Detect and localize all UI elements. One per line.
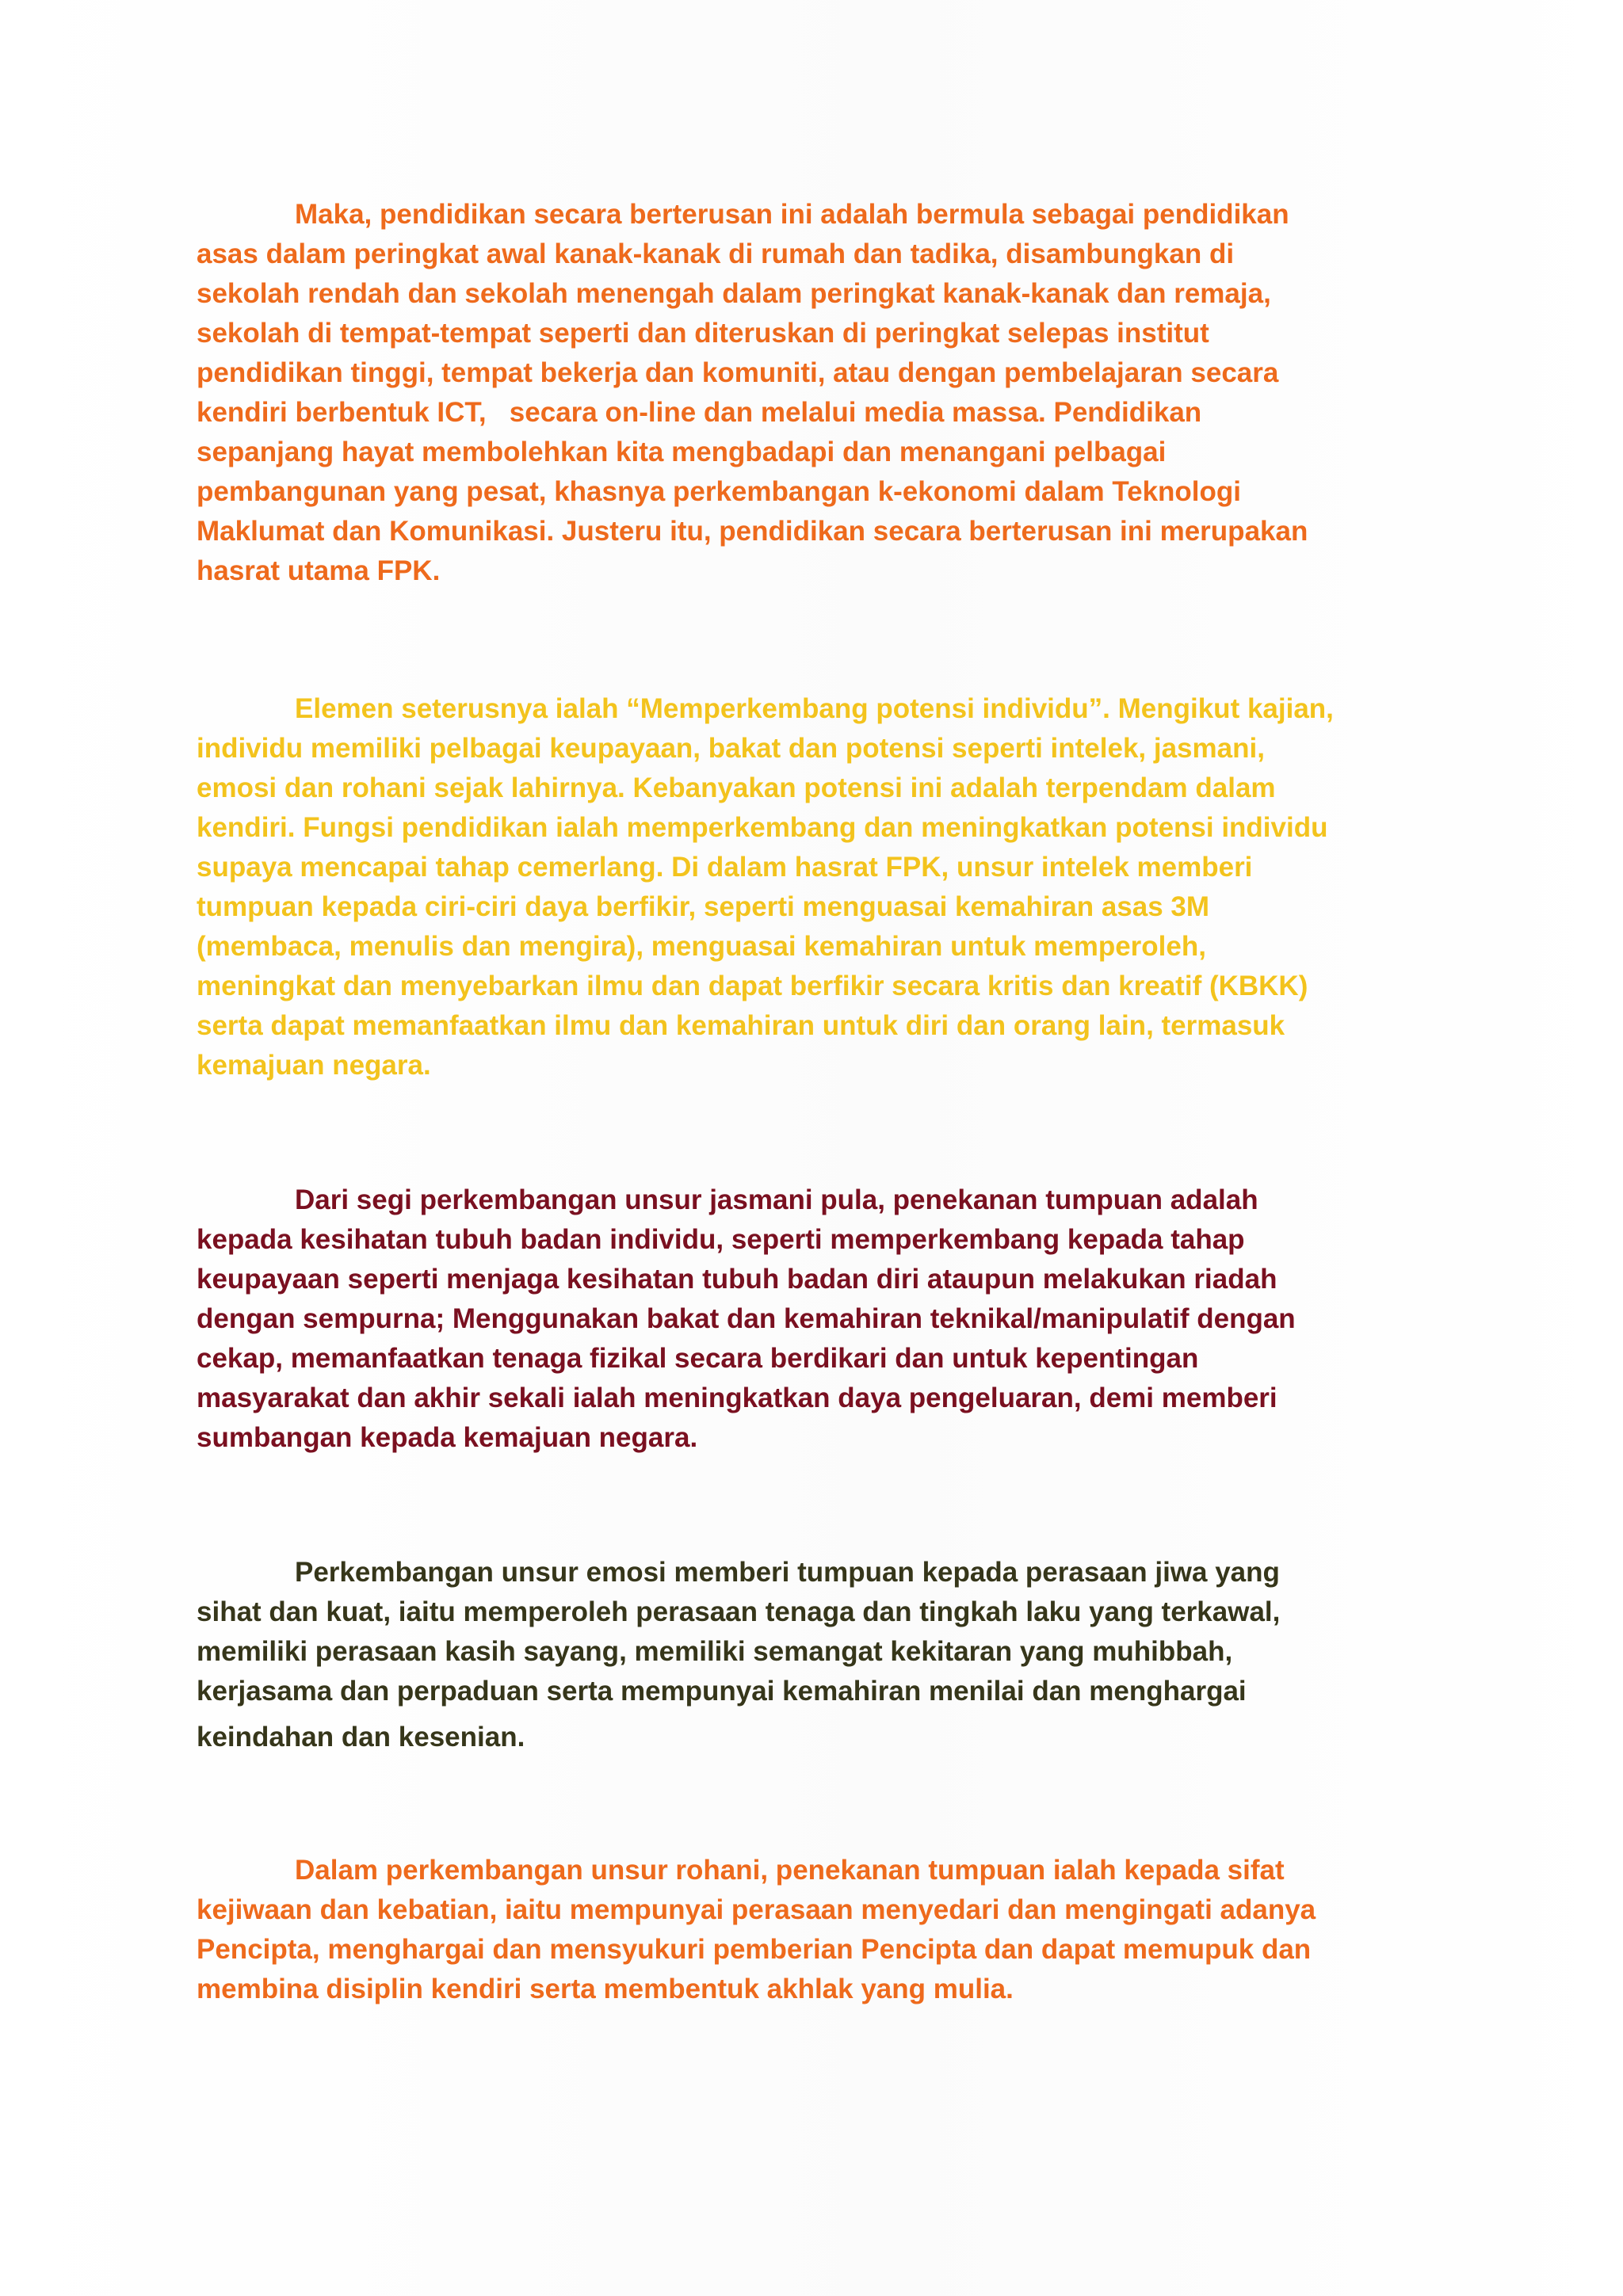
paragraph-line: pembangunan yang pesat, khasnya perkembangan k-ekonomi dalam Teknologi bbox=[197, 476, 1242, 507]
paragraph-line: dengan sempurna; Menggunakan bakat dan kemahiran teknikal/manipulatif dengan bbox=[197, 1303, 1296, 1334]
paragraph-line: Pencipta, menghargai dan mensyukuri pemberian Pencipta dan dapat memupuk dan bbox=[197, 1934, 1312, 1965]
paragraph-unsur-jasmani bbox=[197, 1180, 1433, 1458]
paragraph-line: individu memiliki pelbagai keupayaan, bakat dan potensi seperti intelek, jasmani, bbox=[197, 733, 1265, 764]
paragraph-line: (membaca, menulis dan mengira), menguasai kemahiran untuk memperoleh, bbox=[197, 931, 1206, 962]
paragraph-line: sepanjang hayat membolehkan kita mengbadapi dan menangani pelbagai bbox=[197, 437, 1167, 467]
paragraph-line: sekolah rendah dan sekolah menengah dalam peringkat kanak-kanak dan remaja, bbox=[197, 278, 1271, 309]
paragraph-line: hasrat utama FPK. bbox=[197, 555, 441, 586]
paragraph-line: membina disiplin kendiri serta membentuk akhlak yang mulia. bbox=[197, 1974, 1014, 2004]
paragraph-line: kejiwaan dan kebatian, iaitu mempunyai perasaan menyedari dan mengingati adanya bbox=[197, 1894, 1316, 1925]
paragraph-potensi-individu bbox=[197, 689, 1433, 1085]
paragraph-line: tumpuan kepada ciri-ciri daya berfikir, seperti menguasai kemahiran asas 3M bbox=[197, 891, 1210, 922]
paragraph-unsur-rohani bbox=[197, 1851, 1433, 2009]
paragraph-line: kepada kesihatan tubuh badan individu, seperti memperkembang kepada tahap bbox=[197, 1224, 1245, 1255]
paragraph-line: asas dalam peringkat awal kanak-kanak di rumah dan tadika, disambungkan di bbox=[197, 238, 1235, 269]
paragraph-line: supaya mencapai tahap cemerlang. Di dalam hasrat FPK, unsur intelek memberi bbox=[197, 852, 1253, 883]
paragraph-line: masyarakat dan akhir sekali ialah meningkatkan daya pengeluaran, demi memberi bbox=[197, 1383, 1277, 1413]
paragraph-line: meningkat dan menyebarkan ilmu dan dapat berfikir secara kritis dan kreatif (KBKK) bbox=[197, 971, 1308, 1001]
paragraph-line: keupayaan seperti menjaga kesihatan tubuh badan diri ataupun melakukan riadah bbox=[197, 1264, 1277, 1295]
paragraph-line: keindahan dan kesenian. bbox=[197, 1722, 525, 1753]
paragraph-line: Maka, pendidikan secara berterusan ini adalah bermula sebagai pendidikan bbox=[295, 199, 1289, 230]
paragraph-line: sihat dan kuat, iaitu memperoleh perasaan tenaga dan tingkah laku yang terkawal, bbox=[197, 1596, 1281, 1627]
paragraph-line: kemajuan negara. bbox=[197, 1050, 431, 1081]
paragraph-pendidikan-berterusan bbox=[197, 195, 1433, 591]
paragraph-line: emosi dan rohani sejak lahirnya. Kebanyakan potensi ini adalah terpendam dalam bbox=[197, 772, 1276, 803]
paragraph-line: serta dapat memanfaatkan ilmu dan kemahiran untuk diri dan orang lain, termasuk bbox=[197, 1010, 1285, 1041]
paragraph-line: cekap, memanfaatkan tenaga fizikal secara berdikari dan untuk kepentingan bbox=[197, 1343, 1199, 1374]
paragraph-line: kendiri berbentuk ICT, secara on-line dan melalui media massa. Pendidikan bbox=[197, 397, 1202, 428]
paragraph-line: Dari segi perkembangan unsur jasmani pula, penekanan tumpuan adalah bbox=[295, 1184, 1258, 1215]
paragraph-line: kendiri. Fungsi pendidikan ialah memperkembang dan meningkatkan potensi individu bbox=[197, 812, 1328, 843]
paragraph-line: pendidikan tinggi, tempat bekerja dan komuniti, atau dengan pembelajaran secara bbox=[197, 357, 1279, 388]
paragraph-line: sekolah di tempat-tempat seperti dan diteruskan di peringkat selepas institut bbox=[197, 318, 1209, 349]
paragraph-line: sumbangan kepada kemajuan negara. bbox=[197, 1422, 698, 1453]
paragraph-line: Maklumat dan Komunikasi. Justeru itu, pendidikan secara berterusan ini merupakan bbox=[197, 516, 1308, 547]
paragraph-line: memiliki perasaan kasih sayang, memiliki semangat kekitaran yang muhibbah, bbox=[197, 1636, 1233, 1667]
paragraph-unsur-emosi bbox=[197, 1553, 1433, 1757]
paragraph-line: Elemen seterusnya ialah “Memperkembang potensi individu”. Mengikut kajian, bbox=[295, 693, 1334, 724]
paragraph-line: Perkembangan unsur emosi memberi tumpuan kepada perasaan jiwa yang bbox=[295, 1557, 1280, 1588]
paragraph-line: kerjasama dan perpaduan serta mempunyai kemahiran menilai dan menghargai bbox=[197, 1676, 1247, 1707]
paragraph-line: Dalam perkembangan unsur rohani, penekanan tumpuan ialah kepada sifat bbox=[295, 1855, 1285, 1886]
